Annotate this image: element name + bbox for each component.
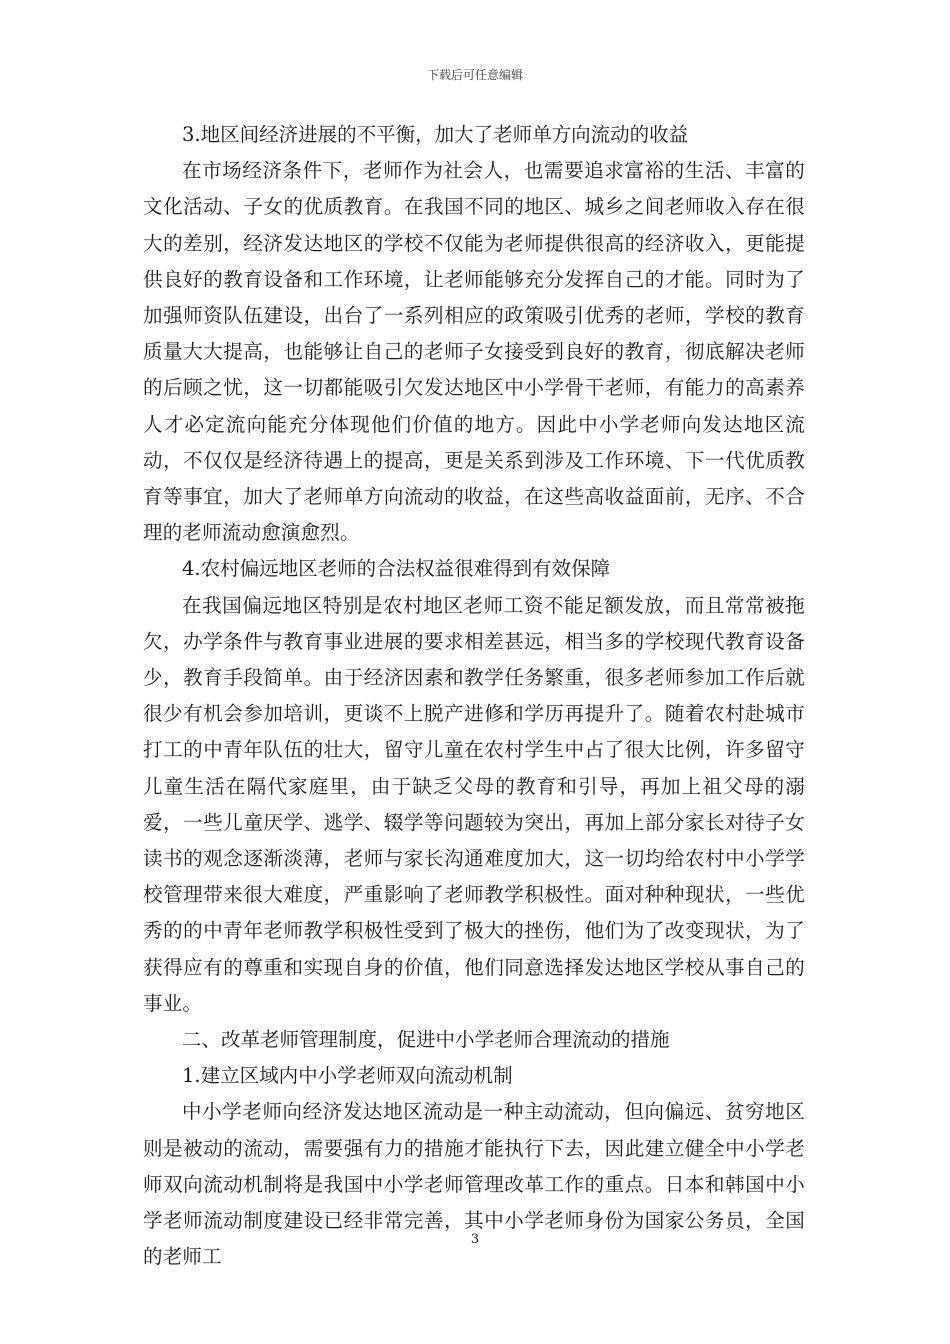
chapter-heading-reform: 二、改革老师管理制度，促进中小学老师合理流动的措施	[182, 1028, 670, 1052]
section-heading-1: 1.建立区域内中小学老师双向流动机制	[182, 1064, 513, 1088]
document-body	[143, 117, 805, 1276]
paragraph-economic-imbalance: 在市场经济条件下，老师作为社会人，也需要追求富裕的生活、丰富的文化活动、子女的优质教育。在我国不同的地区、城乡之间老师收入存在很大的差别，经济发达地区的学校不仅能为老师提供很高的经济收入，更能提供良好的教育设备和工作环境，让老师能够充分发挥自己的才能。同时为了加强师资队伍建设，出台了一系列相应的政策吸引优秀的老师，学校的教育质量大大提高，也能够让自己的老师子女接受到良好的教育，彻底解决老师的后顾之忧，这一切都能吸引欠发达地区中小学骨干老师，有能力的高素养人才必定流向能充分体现他们价值的地方。因此中小学老师向发达地区流动，不仅仅是经济待遇上的提高，更是关系到涉及工作环境、下一代优质教育等事宜，加大了老师单方向流动的收益，在这些高收益面前，无序、不合理的老师流动愈演愈烈。	[143, 159, 805, 545]
paragraph-two-way-flow: 中小学老师向经济发达地区流动是一种主动流动，但向偏远、贫穷地区则是被动的流动，需要强有力的措施才能执行下去，因此建立健全中小学老师双向流动机制将是我国中小学老师管理改革工作的重点。日本和韩国中小学老师流动制度建设已经非常完善，其中小学老师身份为国家公务员，全国的老师工	[143, 1100, 805, 1269]
page-header: 下载后可任意编辑	[426, 68, 523, 82]
paragraph-rural-rights: 在我国偏远地区特别是农村地区老师工资不能足额发放，而且常常被拖欠，办学条件与教育事业进展的要求相差甚远，相当多的学校现代教育设备少，教育手段简单。由于经济因素和教学任务繁重，很多老师参加工作后就很少有机会参加培训，更谈不上脱产进修和学历再提升了。随着农村赴城市打工的中青年队伍的壮大，留守儿童在农村学生中占了很大比例，许多留守儿童生活在隔代家庭里，由于缺乏父母的教育和引导，再加上祖父母的溺爱，一些儿童厌学、逃学、辍学等问题较为突出，再加上部分家长对待子女读书的观念逐渐淡薄，老师与家长沟通难度加大，这一切均给农村中小学学校管理带来很大难度，严重影响了老师教学积极性。面对种种现状，一些优秀的的中青年老师教学积极性受到了极大的挫伤，他们为了改变现状，为了获得应有的尊重和实现自身的价值，他们同意选择发达地区学校从事自己的事业。	[143, 593, 805, 1015]
section-heading-4: 4.农村偏远地区老师的合法权益很难得到有效保障	[182, 557, 611, 581]
section-heading-3: 3.地区间经济进展的不平衡，加大了老师单方向流动的收益	[182, 123, 689, 146]
page-number: 3	[470, 1232, 480, 1247]
